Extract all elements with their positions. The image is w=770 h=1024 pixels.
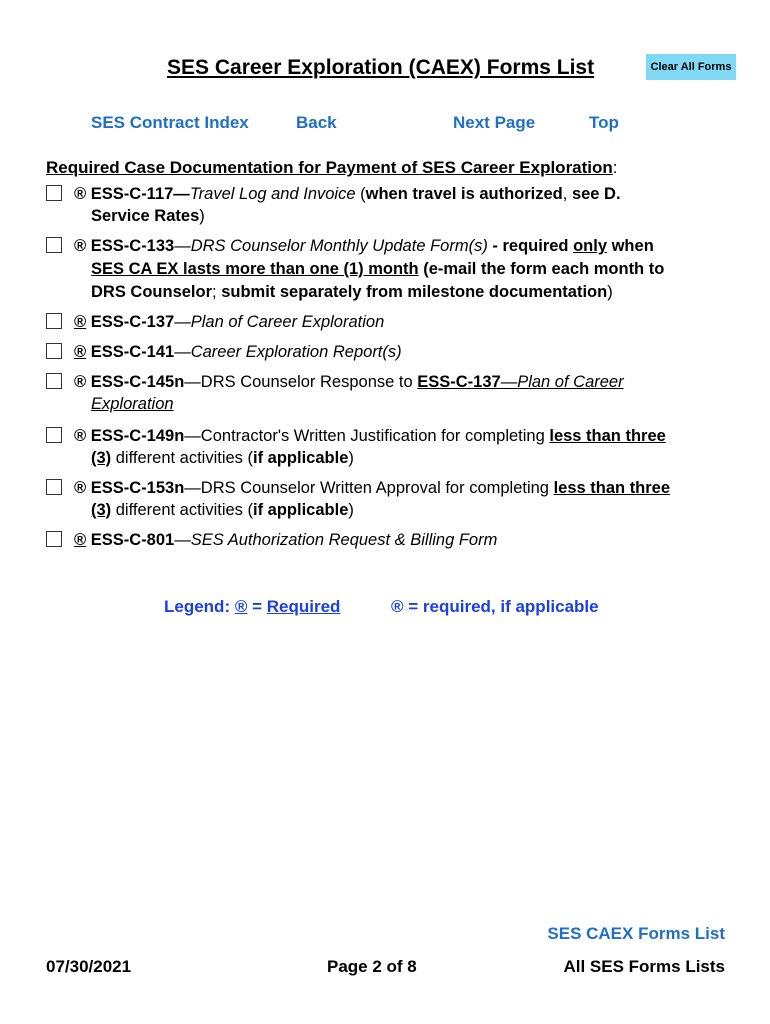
footer-all-forms-lists-link[interactable]: All SES Forms Lists <box>563 957 725 976</box>
footer-page-number: Page 2 of 8 <box>327 957 417 976</box>
required-mark: ® <box>74 313 87 331</box>
required-mark: ® <box>74 343 87 361</box>
required-mark: ® <box>74 531 87 549</box>
nav-back-link[interactable]: Back <box>296 113 337 132</box>
required-mark: ® <box>74 479 87 497</box>
nav-top-link[interactable]: Top <box>589 113 619 132</box>
checkbox[interactable] <box>46 185 62 201</box>
required-mark: ® <box>74 427 87 445</box>
clear-all-forms-button[interactable]: Clear All Forms <box>646 54 736 80</box>
checkbox[interactable] <box>46 531 62 547</box>
section-heading: Required Case Documentation for Payment of SES Career Exploration: <box>46 158 618 177</box>
nav-contract-index-link[interactable]: SES Contract Index <box>91 113 249 132</box>
required-mark: ® <box>74 237 87 255</box>
checkbox[interactable] <box>46 237 62 253</box>
required-mark: ® <box>74 373 87 391</box>
legend-required: Legend: ® = Required <box>164 597 341 616</box>
legend-optional: ® = required, if applicable <box>391 597 599 616</box>
footer-caex-forms-list-link[interactable]: SES CAEX Forms List <box>547 924 725 943</box>
footer-date: 07/30/2021 <box>46 957 132 976</box>
checkbox[interactable] <box>46 373 62 389</box>
nav-next-page-link[interactable]: Next Page <box>453 113 536 132</box>
page-title: SES Career Exploration (CAEX) Forms List <box>167 56 595 79</box>
checkbox[interactable] <box>46 343 62 359</box>
checkbox[interactable] <box>46 479 62 495</box>
checkbox[interactable] <box>46 313 62 329</box>
required-mark: ® <box>74 185 87 203</box>
checkbox[interactable] <box>46 427 62 443</box>
